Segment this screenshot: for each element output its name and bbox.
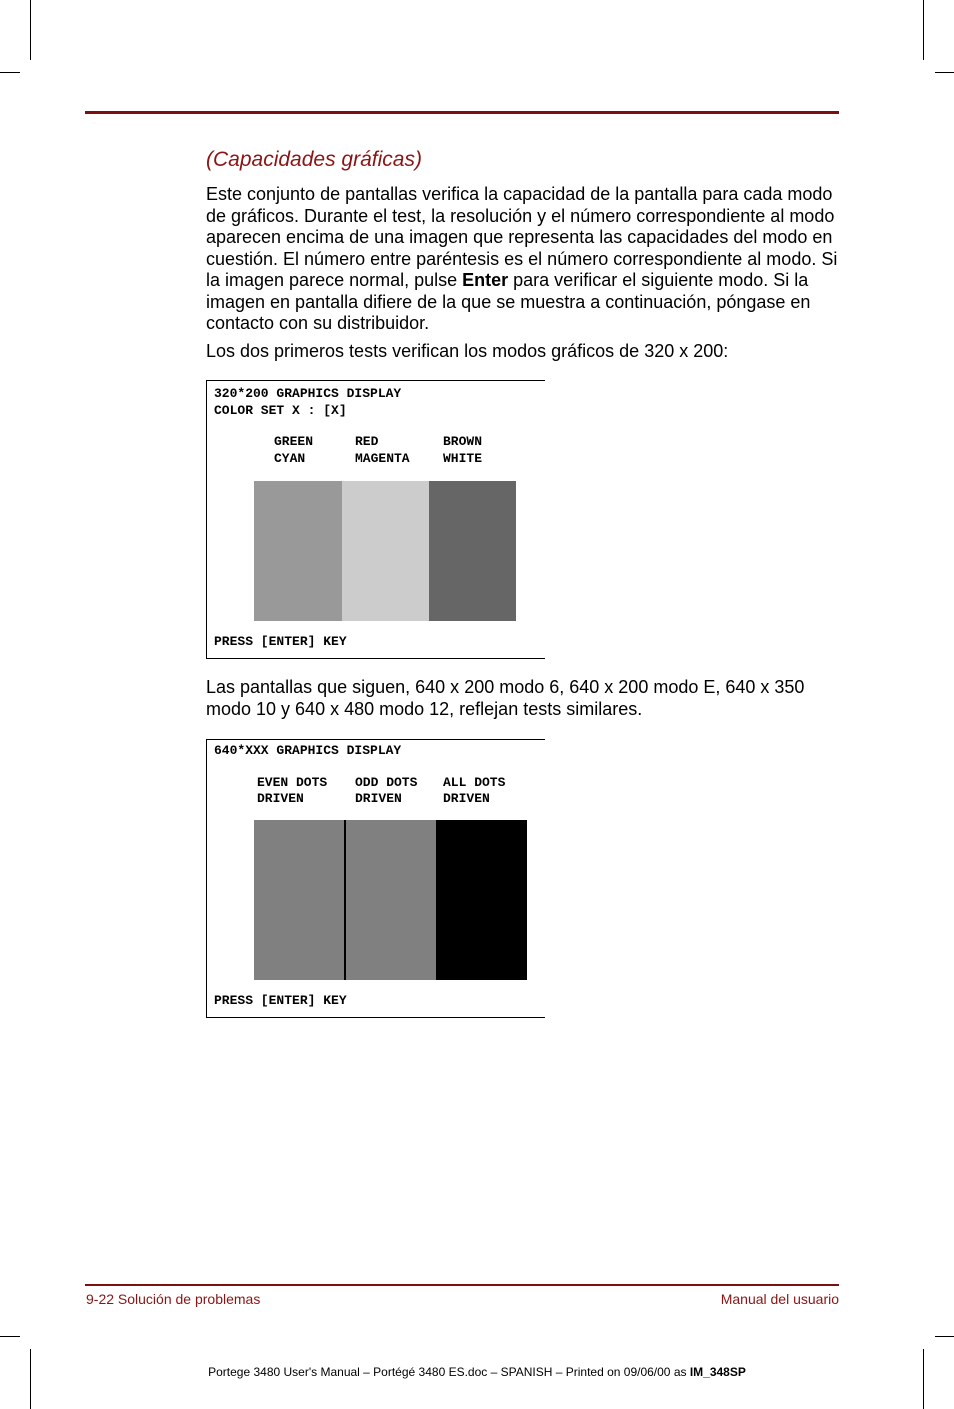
screen1-label-cyan: CYAN bbox=[274, 451, 306, 466]
screen2-dot-bar-all bbox=[436, 820, 527, 980]
screen1-colorset: COLOR SET X : [X] bbox=[214, 403, 347, 418]
screen2-label-all: ALL DOTS bbox=[443, 775, 506, 790]
screen2-label-driven-1: DRIVEN bbox=[257, 791, 304, 806]
crop-mark bbox=[0, 1336, 20, 1337]
crop-mark bbox=[30, 0, 31, 60]
intro-paragraph bbox=[206, 184, 846, 335]
screen2-dot-bar-odd bbox=[346, 820, 436, 980]
screen2-label-even: EVEN DOTS bbox=[257, 775, 328, 790]
screen2-label-odd: ODD DOTS bbox=[355, 775, 418, 790]
crop-mark bbox=[923, 1349, 924, 1409]
header-rule bbox=[85, 111, 839, 114]
enter-key-label: Enter bbox=[462, 270, 509, 290]
screen2-label-driven-2: DRIVEN bbox=[355, 791, 402, 806]
intro-text-2: para verificar el siguiente modo. Si la imagen en pantalla difiere de la que se muestra a continuación, póngase en contacto con su distribuidor. bbox=[206, 270, 811, 333]
screen2-title: 640*XXX GRAPHICS DISPLAY bbox=[214, 743, 402, 758]
print-info-text: Portege 3480 User's Manual – Portégé 3480 ES.doc – SPANISH – Printed on 09/06/00 as bbox=[208, 1365, 690, 1379]
screen2-label-driven-3: DRIVEN bbox=[443, 791, 490, 806]
crop-mark bbox=[30, 1349, 31, 1409]
screen1-title: 320*200 GRAPHICS DISPLAY bbox=[214, 386, 402, 401]
screen1-press-enter: PRESS [ENTER] KEY bbox=[214, 634, 347, 649]
following-paragraph: Las pantallas que siguen, 640 x 200 modo 6, 640 x 200 modo E, 640 x 350 modo 10 y 640 x 480 modo 12, reflejan tests similares. bbox=[206, 677, 805, 719]
screen1-color-bar-3 bbox=[429, 481, 516, 621]
graphics-display-320-screen bbox=[206, 380, 545, 659]
screen2-dot-bar-even bbox=[254, 820, 345, 980]
crop-mark bbox=[923, 0, 924, 60]
print-info-code: IM_348SP bbox=[689, 1365, 746, 1379]
screen1-label-brown: BROWN bbox=[443, 434, 483, 449]
footer-manual-label: Manual del usuario bbox=[720, 1291, 839, 1307]
print-info-line bbox=[0, 1365, 954, 1379]
section-title: (Capacidades gráficas) bbox=[206, 148, 422, 171]
footer-rule bbox=[85, 1284, 839, 1286]
crop-mark bbox=[0, 72, 20, 73]
screen1-label-magenta: MAGENTA bbox=[355, 451, 410, 466]
screen1-label-white: WHITE bbox=[443, 451, 483, 466]
first-tests-paragraph: Los dos primeros tests verifican los modos gráficos de 320 x 200: bbox=[206, 341, 729, 361]
screen2-press-enter: PRESS [ENTER] KEY bbox=[214, 993, 347, 1008]
screen1-color-bar-2 bbox=[342, 481, 429, 621]
screen1-color-bar-1 bbox=[254, 481, 342, 621]
crop-mark bbox=[935, 72, 954, 73]
screen1-label-red: RED bbox=[355, 434, 379, 449]
screen1-label-green: GREEN bbox=[274, 434, 314, 449]
footer-page-label: 9-22 Solución de problemas bbox=[86, 1291, 261, 1307]
intro-text-1: Este conjunto de pantallas verifica la capacidad de la pantalla para cada modo de gráficos. Durante el test, la resolución y el número correspondiente al modo aparecen encima de una imagen que representa las capacidades del modo en cuestión. El número entre paréntesis es el número correspondiente al modo. Si la imagen parece normal, pulse bbox=[206, 184, 838, 290]
graphics-display-640-screen bbox=[206, 739, 545, 1018]
crop-mark bbox=[935, 1336, 954, 1337]
